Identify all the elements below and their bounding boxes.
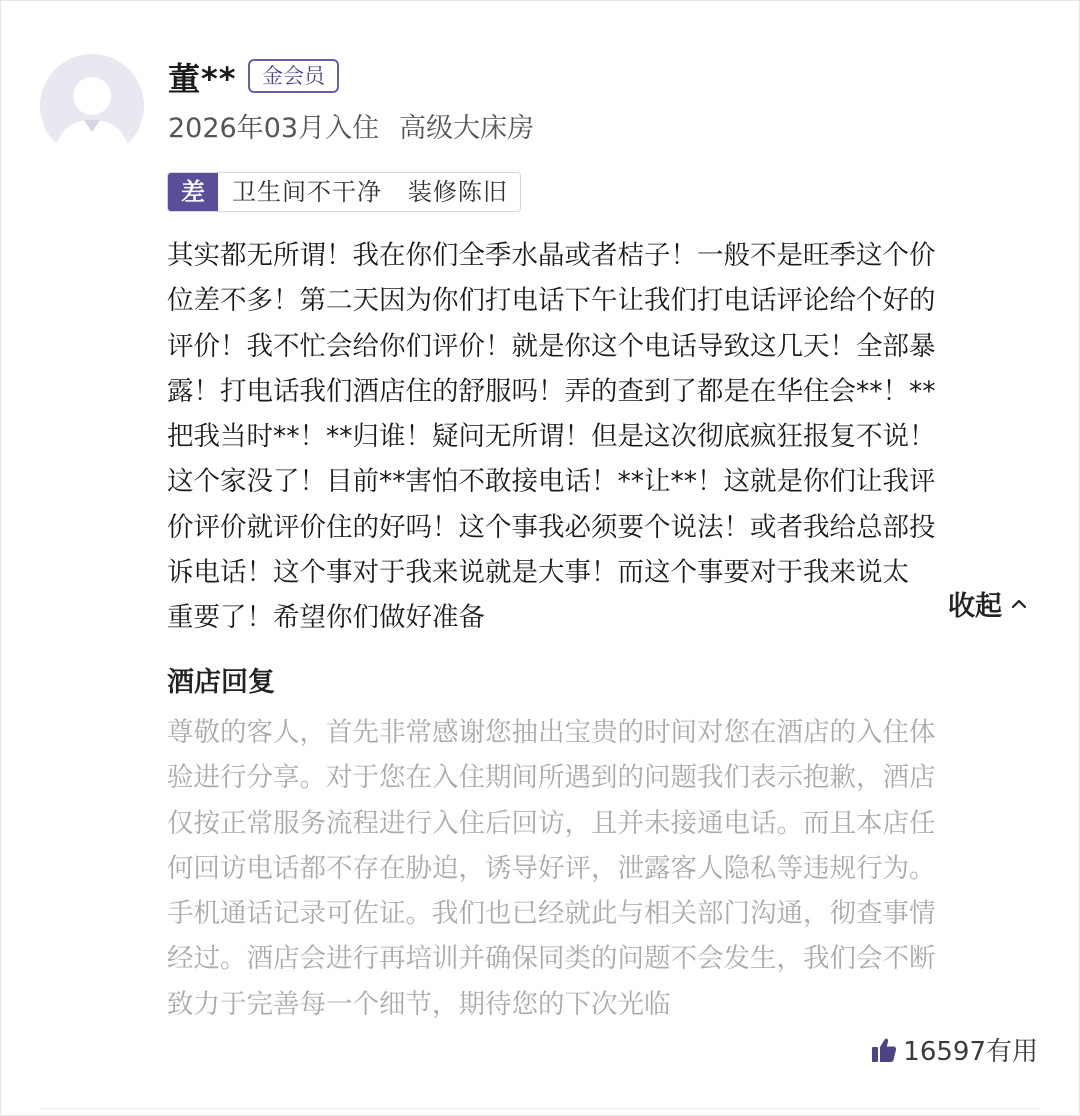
review-line: 重要了！希望你们做好准备: [167, 602, 485, 634]
rating-issues: 卫生间不干净 装修陈旧: [232, 178, 508, 206]
review-line: 价评价就评价住的好吗！这个事我必须要个说法！或者我给总部投: [167, 511, 936, 543]
hotel-reply-title: 酒店回复: [167, 667, 275, 698]
default-avatar-icon: [40, 54, 144, 158]
review-line: 评价！我不忙会给你们评价！就是你这个电话导致这几天！全部暴: [167, 330, 936, 362]
helpful-count: 16597有用: [903, 1037, 1038, 1067]
collapse-button[interactable]: [948, 584, 1028, 623]
checkin-date: 2026年03月入住: [168, 113, 380, 144]
collapse-label: 收起: [948, 591, 1002, 622]
hotel-reply-text: [167, 710, 1027, 1027]
review-line: 位差不多！第二天因为你们打电话下午让我们打电话评论给个好的: [167, 285, 936, 317]
reply-line: 经过。酒店会进行再培训并确保同类的问题不会发生，我们会不断: [167, 943, 936, 975]
reply-line: 手机通话记录可佐证。我们也已经就此与相关部门沟通，彻查事情: [167, 898, 936, 930]
rating-label: 差: [168, 173, 218, 211]
reply-line: 尊敬的客人，首先非常感谢您抽出宝贵的时间对您在酒店的入住体: [167, 717, 936, 748]
room-type: 高级大床房: [399, 113, 535, 144]
chevron-up-icon: [1010, 598, 1028, 610]
review-line: 把我当时**！**归谁！疑问无所谓！但是这次彻底疯狂报复不说！: [167, 421, 936, 453]
review-line: 其实都无所谓！我在你们全季水晶或者桔子！一般不是旺季这个价: [167, 240, 936, 271]
user-name: 董**: [168, 60, 237, 98]
stay-info: [168, 106, 534, 145]
review-text: [167, 233, 1027, 641]
review-line: 露！打电话我们酒店住的舒服吗！弄的查到了都是在华住会**！**: [167, 375, 936, 407]
avatar[interactable]: [40, 54, 144, 158]
review-line: 这个家没了！目前**害怕不敢接电话！**让**！这就是你们让我评: [167, 466, 936, 498]
reply-line: 验进行分享。对于您在入住期间所遇到的问题我们表示抱歉，酒店: [167, 762, 936, 794]
reply-line: 何回访电话都不存在胁迫，诱导好评，泄露客人隐私等违规行为。: [167, 852, 936, 884]
reply-line: 仅按正常服务流程进行入住后回访，且并未接通电话。而且本店任: [167, 807, 936, 839]
thumbs-up-icon: [871, 1037, 897, 1063]
member-badge: 金会员: [248, 59, 339, 93]
reply-line: 致力于完善每一个细节，期待您的下次光临: [167, 988, 671, 1020]
review-line: 诉电话！这个事对于我来说就是大事！而这个事要对于我来说太: [167, 557, 909, 589]
divider: [40, 1108, 1040, 1109]
rating-tag: [167, 172, 521, 212]
helpful-button[interactable]: [871, 1031, 1038, 1068]
